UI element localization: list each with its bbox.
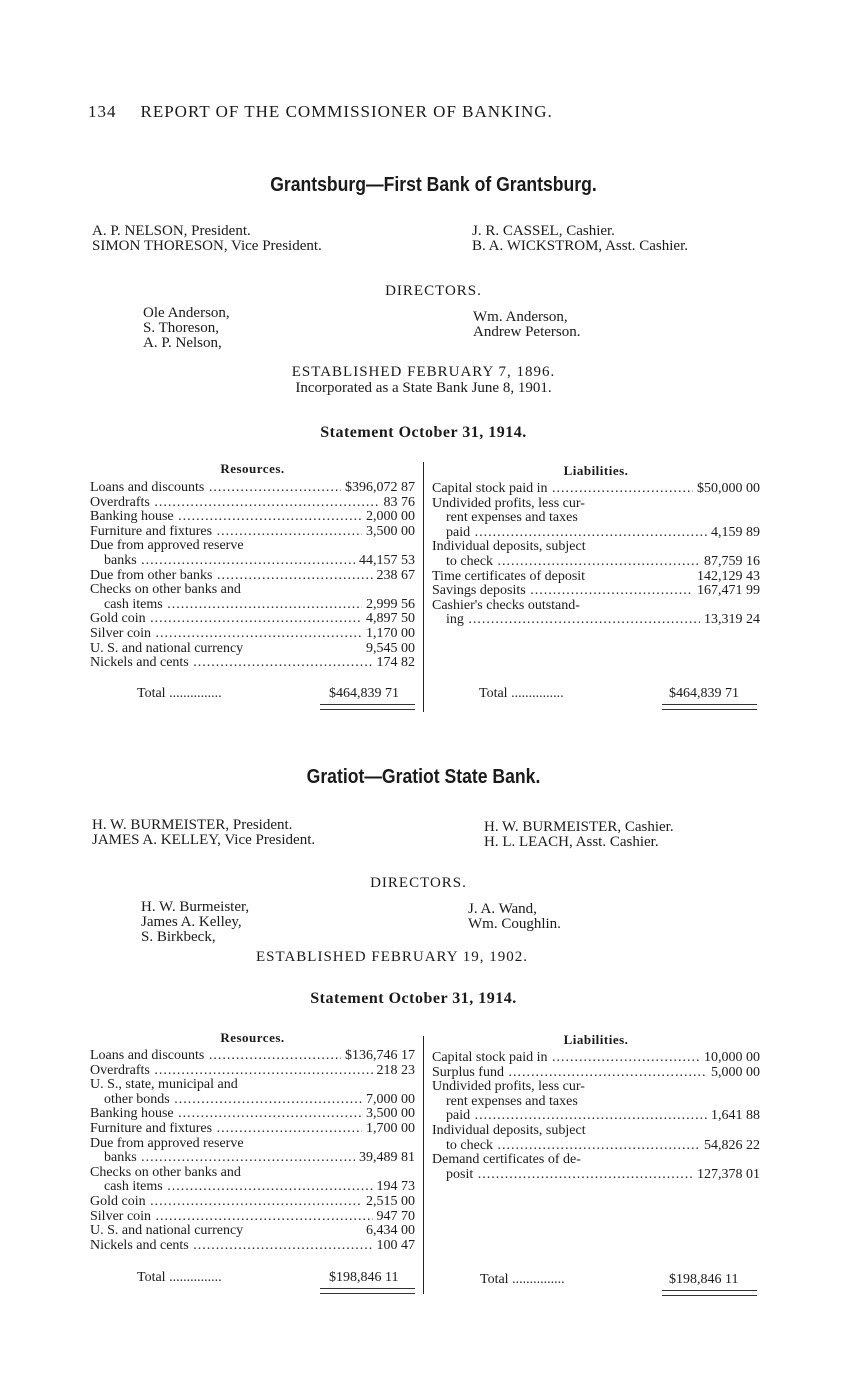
bank-title: Gratiot—Gratiot State Bank. — [306, 766, 541, 788]
table-row — [432, 526, 760, 541]
row-amount: 87,759 16 — [704, 553, 760, 569]
row-label: Gold coin ..... — [90, 1195, 362, 1210]
row-amount — [756, 497, 760, 512]
table-row — [90, 569, 415, 584]
row-label: Silver coin ..... — [90, 1210, 373, 1225]
liabilities-table — [432, 482, 760, 628]
row-amount — [756, 1153, 760, 1168]
row-amount: 3,500 00 — [366, 523, 415, 539]
table-row — [90, 583, 415, 598]
table-row — [432, 599, 760, 614]
officer: H. W. BURMEISTER, Cashier. — [484, 819, 674, 835]
row-label: banks ..... — [90, 1151, 355, 1166]
row-label: Individual deposits, subject — [432, 1123, 586, 1138]
row-label: Time certificates of deposit — [432, 569, 586, 584]
table-row — [90, 1180, 415, 1195]
table-row — [432, 613, 760, 628]
row-label: Due from approved reserve — [90, 539, 244, 554]
row-amount — [756, 1095, 760, 1110]
statement-heading: Statement October 31, 1914. — [310, 990, 517, 1007]
row-amount: 1,170 00 — [366, 625, 415, 641]
row-label: U. S., state, municipal and — [90, 1078, 238, 1093]
table-row — [90, 1049, 415, 1064]
directors-heading: DIRECTORS. — [385, 283, 482, 299]
row-label: ing ..... — [432, 613, 700, 628]
row-amount: 10,000 00 — [704, 1050, 760, 1065]
table-row — [432, 540, 760, 555]
row-label: Undivided profits, less cur- — [432, 496, 585, 511]
row-amount: 2,515 00 — [366, 1193, 415, 1209]
directors-heading: DIRECTORS. — [370, 875, 467, 891]
row-label: Savings deposits ..... — [432, 584, 693, 599]
director: Wm. Anderson, — [473, 309, 568, 325]
liabilities-total-label: Total ............... — [479, 686, 564, 701]
row-label: Individual deposits, subject — [432, 540, 586, 555]
row-label: Nickels and cents ..... — [90, 656, 373, 671]
table-row — [432, 1124, 760, 1139]
table-row — [432, 1080, 760, 1095]
row-amount — [411, 1078, 415, 1093]
director: S. Birkbeck, — [141, 929, 216, 945]
row-label: other bonds ..... — [90, 1093, 362, 1108]
column-divider — [423, 462, 424, 712]
row-amount: 218 23 — [376, 1062, 415, 1078]
resources-total-amount: $198,846 11 — [329, 1270, 399, 1285]
officers-right — [472, 224, 688, 254]
row-amount: 2,999 56 — [366, 596, 415, 612]
row-label: Loans and discounts ..... — [90, 1049, 341, 1064]
table-row — [90, 1122, 415, 1137]
resources-total-amount: $464,839 71 — [329, 686, 399, 701]
table-row — [432, 511, 760, 526]
table-row — [432, 1168, 760, 1183]
liabilities-total-amount: $198,846 11 — [669, 1272, 739, 1287]
row-amount — [756, 1080, 760, 1095]
table-row — [90, 1107, 415, 1122]
resources-heading: Resources. — [220, 461, 285, 476]
established-date: ESTABLISHED FEBRUARY 7, 1896. — [291, 364, 556, 380]
row-amount: 9,545 00 — [366, 640, 415, 656]
statement-heading: Statement October 31, 1914. — [320, 424, 527, 441]
row-amount: 142,129 43 — [697, 568, 760, 584]
row-amount: 44,157 53 — [359, 552, 415, 568]
table-row — [90, 539, 415, 554]
table-row — [432, 1109, 760, 1124]
row-amount — [756, 540, 760, 555]
table-row — [90, 1151, 415, 1166]
table-row — [90, 1166, 415, 1181]
row-label: paid ..... — [432, 526, 707, 541]
liabilities-heading: Liabilities. — [563, 463, 629, 478]
row-amount — [756, 1124, 760, 1139]
total-rule — [662, 1290, 757, 1296]
row-label: Surplus fund ..... — [432, 1066, 707, 1081]
total-rule — [662, 704, 757, 710]
row-amount: 7,000 00 — [366, 1091, 415, 1107]
row-label: Capital stock paid in ..... — [432, 1051, 700, 1066]
resources-total-label: Total ............... — [137, 686, 222, 701]
row-amount: 3,500 00 — [366, 1106, 415, 1122]
row-label: to check ..... — [432, 555, 700, 570]
row-amount: 167,471 99 — [697, 583, 760, 599]
row-amount — [411, 539, 415, 554]
row-label: Checks on other banks and — [90, 1165, 241, 1180]
table-row — [90, 1064, 415, 1079]
director: S. Thoreson, — [143, 320, 219, 336]
table-row — [432, 1095, 760, 1110]
table-row — [432, 1051, 760, 1066]
table-row — [90, 525, 415, 540]
officer: J. R. CASSEL, Cashier. — [472, 223, 615, 239]
table-row — [90, 598, 415, 613]
officer: B. A. WICKSTROM, Asst. Cashier. — [472, 238, 688, 254]
officer: H. W. BURMEISTER, President. — [92, 817, 293, 833]
row-label: rent expenses and taxes — [446, 511, 578, 526]
row-amount: 127,378 01 — [697, 1166, 760, 1182]
table-row — [90, 627, 415, 642]
director: Andrew Peterson. — [473, 324, 581, 340]
table-row — [432, 555, 760, 570]
director: Ole Anderson, — [143, 305, 230, 321]
table-row — [90, 612, 415, 627]
row-amount: 39,489 81 — [359, 1150, 415, 1166]
row-label: Banking house ..... — [90, 1107, 362, 1122]
page-number: 134 — [88, 102, 117, 121]
row-label: Gold coin ..... — [90, 612, 362, 627]
row-label: Cashier's checks outstand- — [432, 598, 580, 613]
row-amount: 13,319 24 — [704, 612, 760, 628]
table-row — [432, 1066, 760, 1081]
row-label: banks ..... — [90, 554, 355, 569]
officer: H. L. LEACH, Asst. Cashier. — [484, 834, 659, 850]
row-label: Furniture and fixtures ..... — [90, 1122, 362, 1137]
row-label: to check ..... — [432, 1139, 700, 1154]
established-date: ESTABLISHED FEBRUARY 19, 1902. — [256, 949, 529, 965]
row-label: Capital stock paid in ..... — [432, 482, 693, 497]
row-label: Due from other banks ..... — [90, 569, 373, 584]
officers-left — [92, 224, 322, 254]
row-amount: 238 67 — [376, 567, 415, 583]
directors-right — [468, 902, 561, 932]
row-amount: 4,897 50 — [366, 611, 415, 627]
table-row — [90, 510, 415, 525]
row-amount — [411, 1137, 415, 1152]
table-row — [432, 570, 760, 585]
report-title: REPORT OF THE COMMISSIONER OF BANKING. — [140, 102, 553, 121]
row-label: Overdrafts ..... — [90, 1064, 373, 1079]
row-label: U. S. and national currency — [90, 641, 244, 656]
row-amount: 1,641 88 — [711, 1108, 760, 1124]
table-row — [432, 584, 760, 599]
officer: SIMON THORESON, Vice President. — [92, 238, 322, 254]
row-amount: $396,072 87 — [345, 480, 415, 495]
row-label: Undivided profits, less cur- — [432, 1080, 585, 1095]
resources-table — [90, 1049, 415, 1253]
row-amount: 5,000 00 — [711, 1064, 760, 1080]
row-amount: 174 82 — [376, 655, 415, 671]
liabilities-table — [432, 1051, 760, 1182]
row-label: Banking house ..... — [90, 510, 362, 525]
officer: JAMES A. KELLEY, Vice President. — [92, 832, 316, 848]
page-header — [88, 104, 553, 119]
row-label: Silver coin ..... — [90, 627, 362, 642]
row-amount: 2,000 00 — [366, 509, 415, 525]
table-row — [90, 1195, 415, 1210]
row-label: Loans and discounts ..... — [90, 481, 341, 496]
director: Wm. Coughlin. — [468, 916, 561, 932]
directors-right — [473, 310, 580, 340]
row-amount: 947 70 — [376, 1208, 415, 1224]
row-amount: 83 76 — [383, 494, 415, 510]
table-row — [90, 1078, 415, 1093]
table-row — [90, 1137, 415, 1152]
resources-heading: Resources. — [220, 1030, 285, 1045]
row-amount: 100 47 — [376, 1237, 415, 1253]
directors-left — [143, 306, 230, 351]
table-row — [90, 481, 415, 496]
total-rule — [320, 704, 415, 710]
liabilities-total-amount: $464,839 71 — [669, 686, 739, 701]
bank-title: Grantsburg—First Bank of Grantsburg. — [270, 174, 597, 196]
director: A. P. Nelson, — [143, 335, 222, 351]
table-row — [432, 482, 760, 497]
row-amount: 54,826 22 — [704, 1137, 760, 1153]
row-amount: 4,159 89 — [711, 524, 760, 540]
row-label: Overdrafts ..... — [90, 496, 380, 511]
row-amount: 1,700 00 — [366, 1120, 415, 1136]
total-rule — [320, 1288, 415, 1294]
row-amount: 6,434 00 — [366, 1223, 415, 1239]
row-label: cash items ..... — [90, 1180, 373, 1195]
table-row — [432, 1153, 760, 1168]
officers-left — [92, 818, 315, 848]
table-row — [90, 656, 415, 671]
resources-total-label: Total ............... — [137, 1270, 222, 1285]
column-divider — [423, 1036, 424, 1294]
table-row — [90, 496, 415, 511]
table-row — [432, 1139, 760, 1154]
liabilities-total-label: Total ............... — [480, 1272, 565, 1287]
table-row — [90, 1093, 415, 1108]
table-row — [90, 554, 415, 569]
row-amount: $50,000 00 — [697, 481, 760, 496]
table-row — [90, 642, 415, 657]
director: H. W. Burmeister, — [141, 899, 250, 915]
directors-left — [141, 900, 249, 945]
row-label: cash items ..... — [90, 598, 362, 613]
table-row — [90, 1224, 415, 1239]
director: James A. Kelley, — [141, 914, 242, 930]
row-amount: $136,746 17 — [345, 1048, 415, 1063]
liabilities-heading: Liabilities. — [563, 1032, 629, 1047]
resources-table — [90, 481, 415, 671]
table-row — [90, 1239, 415, 1254]
officers-right — [484, 820, 674, 850]
row-label: posit ..... — [432, 1168, 693, 1183]
row-amount — [756, 511, 760, 526]
row-label: Checks on other banks and — [90, 583, 241, 598]
row-label: Demand certificates of de- — [432, 1153, 581, 1168]
officer: A. P. NELSON, President. — [92, 223, 251, 239]
row-label: paid ..... — [432, 1109, 707, 1124]
row-amount — [411, 583, 415, 598]
row-amount: 194 73 — [376, 1179, 415, 1195]
row-label: Furniture and fixtures ..... — [90, 525, 362, 540]
incorporated-date: Incorporated as a State Bank June 8, 1901. — [295, 380, 552, 396]
row-amount — [411, 1166, 415, 1181]
table-row — [90, 1210, 415, 1225]
table-row — [432, 497, 760, 512]
row-label: rent expenses and taxes — [446, 1094, 578, 1109]
row-label: U. S. and national currency — [90, 1224, 244, 1239]
row-label: Due from approved reserve — [90, 1136, 244, 1151]
row-label: Nickels and cents ..... — [90, 1239, 373, 1254]
director: J. A. Wand, — [468, 901, 537, 917]
row-amount — [756, 599, 760, 614]
